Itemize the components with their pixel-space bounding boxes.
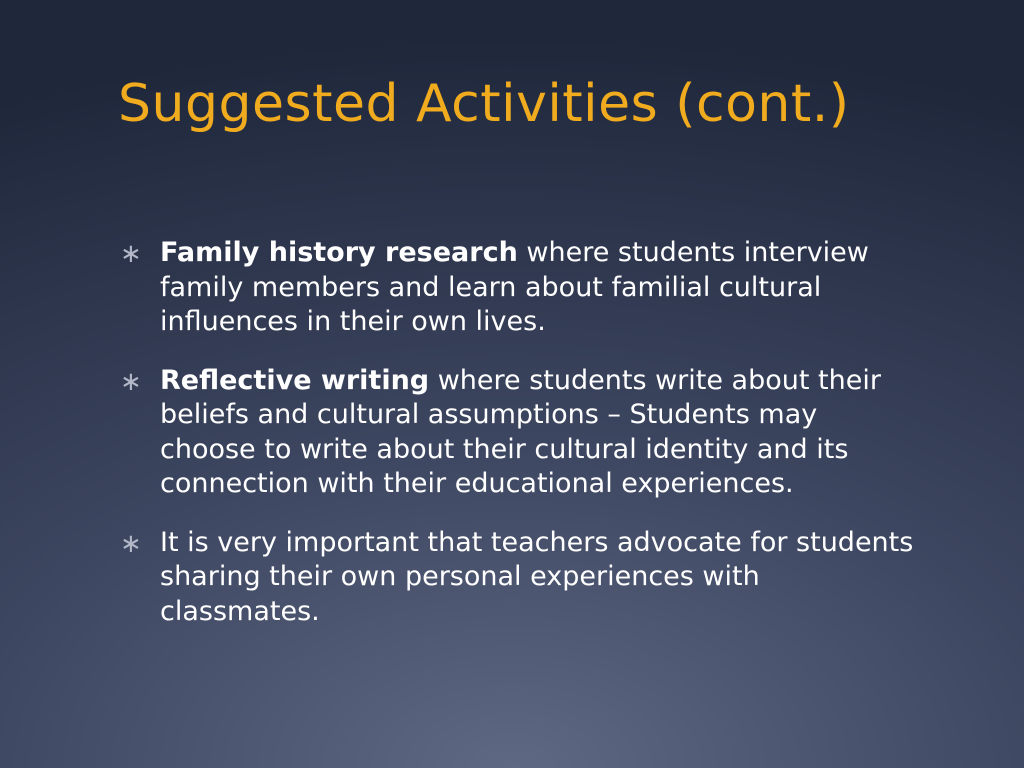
bullet-bold-text: Reflective writing	[160, 364, 430, 396]
asterisk-bullet-icon: ∗	[120, 366, 142, 397]
bullet-text: It is very important that teachers advocate for students sharing their own personal experiences with classmates.	[160, 526, 914, 627]
bullet-item	[118, 526, 918, 630]
slide-title: Suggested Activities (cont.)	[118, 74, 850, 134]
bullet-bold-text: Family history research	[160, 237, 518, 268]
bullet-list	[118, 236, 918, 653]
asterisk-bullet-icon: ∗	[120, 239, 142, 269]
asterisk-bullet-icon: ∗	[120, 528, 142, 559]
bullet-item	[118, 236, 918, 340]
bullet-text: where students interview family members and learn about familial cultural influences in their own lives.	[160, 237, 869, 337]
bullet-text: where students write about their beliefs and cultural assumptions – Students may choose to write about their cultural identity and its connection with their educational experiences.	[160, 364, 881, 499]
bullet-item	[118, 364, 918, 502]
